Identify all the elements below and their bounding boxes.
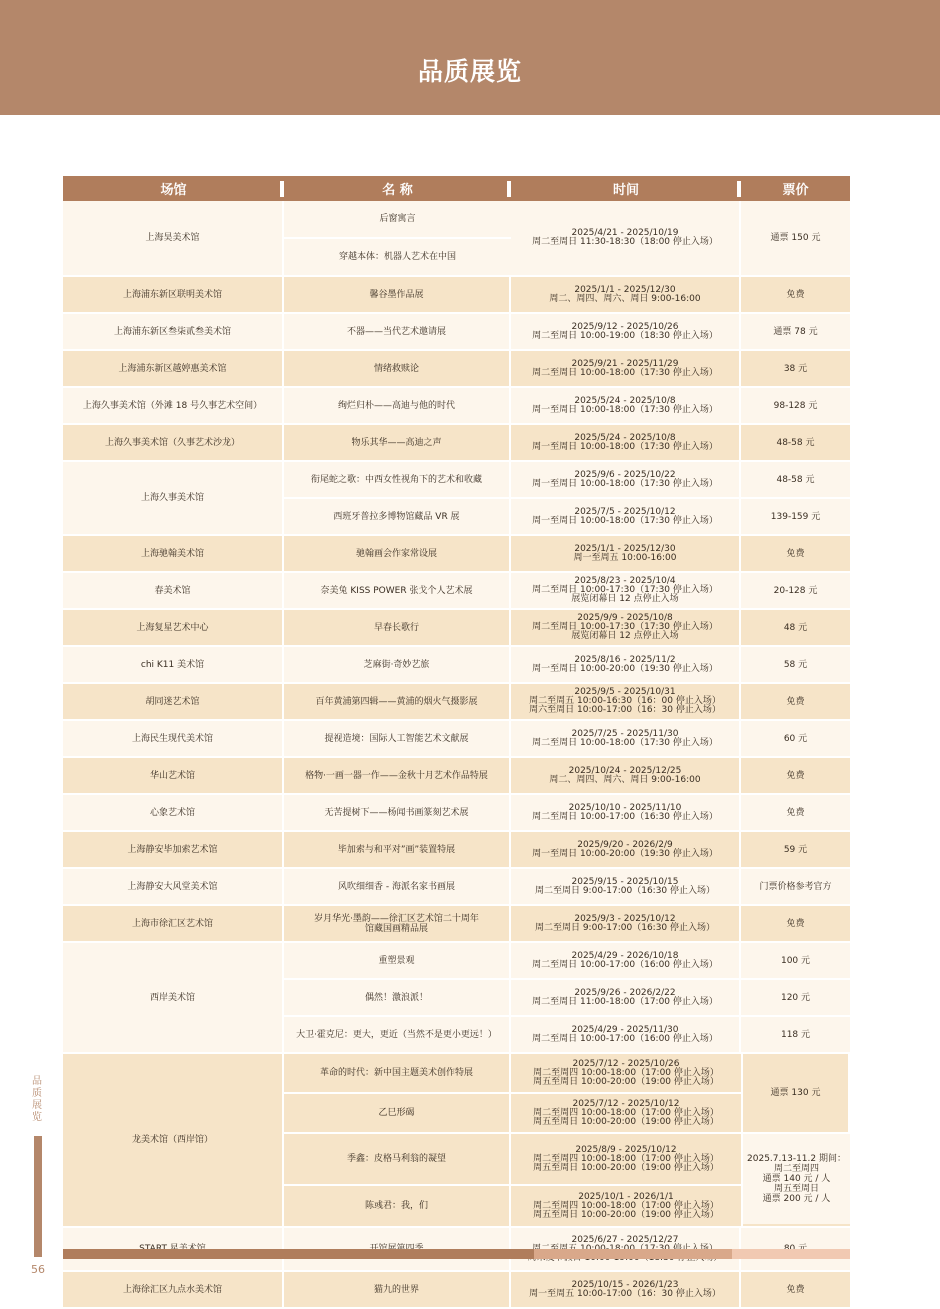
price-cell: 免费 bbox=[786, 918, 805, 929]
exhibition-name-cell: 物乐其华——高迪之声 bbox=[284, 425, 511, 460]
table-row bbox=[284, 758, 850, 793]
exhibition-name-cell: 无苦提树下——杨闻书画篆刻艺术展 bbox=[284, 795, 511, 830]
venue-cell: 胡同迷艺术馆 bbox=[63, 684, 284, 719]
table-row bbox=[284, 647, 850, 682]
table-row-group bbox=[63, 684, 850, 721]
venue-cell: 上海久事美术馆（久事艺术沙龙） bbox=[63, 425, 284, 460]
price-cell: 120 元 bbox=[780, 992, 811, 1003]
table-row bbox=[284, 351, 850, 386]
time-cell: 2025/9/5 - 2025/10/31 周二至周五 10:00-16:30（16：00 停止入场） 周六至周日 10:00-17:00（16：30 停止入场） bbox=[511, 684, 741, 719]
exhibition-rows bbox=[284, 314, 850, 349]
table-row bbox=[284, 906, 850, 941]
price-cell: 免费 bbox=[786, 807, 805, 818]
time-cell: 2025/7/12 - 2025/10/12 周二至周四 10:00-18:00（17:00 停止入场） 周五至周日 10:00-20:00（19:00 停止入场） bbox=[533, 1098, 719, 1127]
column-header-venue: 场馆 bbox=[63, 176, 284, 201]
table-row bbox=[284, 832, 850, 867]
time-cell: 2025/9/26 - 2026/2/22 周二至周日 11:00-18:00（17:00 停止入场） bbox=[511, 980, 741, 1015]
table-row bbox=[284, 684, 850, 719]
table-row-group bbox=[63, 573, 850, 610]
table-row-group bbox=[63, 832, 850, 869]
time-cell: 2025/9/21 - 2025/11/29 周二至周日 10:00-18:00（17:30 停止入场） bbox=[511, 351, 741, 386]
exhibition-rows bbox=[284, 869, 850, 904]
table-row-group bbox=[63, 610, 850, 647]
time-cell: 2025/10/24 - 2025/12/25 周二、周四、周六、周日 9:00-16:00 bbox=[511, 758, 741, 793]
exhibition-name-cell: 奈美兔 KISS POWER 张戈个人艺术展 bbox=[284, 573, 511, 608]
time-cell: 2025/8/9 - 2025/10/12 周二至周四 10:00-18:00（17:00 停止入场） 周五至周日 10:00-20:00（19:00 停止入场） bbox=[533, 1144, 719, 1173]
table-row-group bbox=[63, 351, 850, 388]
table-row bbox=[284, 239, 511, 275]
table-row-group bbox=[63, 943, 850, 1054]
exhibition-rows bbox=[284, 610, 850, 645]
price-cell: 20-128 元 bbox=[773, 585, 818, 596]
column-header-name: 名 称 bbox=[284, 176, 511, 201]
table-row-group bbox=[63, 277, 850, 314]
time-cell: 2025/10/10 - 2025/11/10 周二至周日 10:00-17:00（16:30 停止入场） bbox=[511, 795, 741, 830]
table-row bbox=[284, 536, 850, 571]
price-cell: 门票价格参考官方 bbox=[759, 881, 832, 892]
time-cell: 2025/4/29 - 2025/11/30 周二至周日 10:00-17:00（16:00 停止入场） bbox=[511, 1017, 741, 1052]
time-cell: 2025/1/1 - 2025/12/30 周一至周五 10:00-16:00 bbox=[511, 536, 741, 571]
venue-cell: 华山艺术馆 bbox=[63, 758, 284, 793]
table-row bbox=[284, 1017, 850, 1052]
exhibition-rows bbox=[284, 388, 850, 423]
table-row-group bbox=[63, 721, 850, 758]
time-cell: 2025/9/9 - 2025/10/8 周二至周日 10:00-17:30（17:30 停止入场） 展览闭幕日 12 点停止入场 bbox=[511, 610, 741, 645]
table-row-group bbox=[63, 1272, 850, 1309]
table-row bbox=[284, 1134, 741, 1186]
table-row-group bbox=[63, 536, 850, 573]
venue-cell: 上海静安毕加索艺术馆 bbox=[63, 832, 284, 867]
time-cell: 2025/10/1 - 2026/1/1 周二至周四 10:00-18:00（17:00 停止入场） 周五至周日 10:00-20:00（19:00 停止入场） bbox=[533, 1191, 719, 1220]
time-cell: 2025/7/12 - 2025/10/26 周二至周四 10:00-18:00（17:00 停止入场） 周五至周日 10:00-20:00（19:00 停止入场） bbox=[533, 1058, 719, 1087]
price-cell: 通票 130 元 bbox=[743, 1054, 850, 1132]
table-row bbox=[284, 314, 850, 349]
price-cell: 38 元 bbox=[783, 363, 808, 374]
price-cell: 59 元 bbox=[783, 844, 808, 855]
exhibition-rows bbox=[284, 906, 850, 941]
time-cell: 2025/9/6 - 2025/10/22 周一至周日 10:00-18:00（17:30 停止入场） bbox=[511, 462, 741, 497]
exhibition-name-cell: 格物·一画一器一作——金秋十月艺术作品特展 bbox=[284, 758, 511, 793]
venue-cell: chi K11 美术馆 bbox=[63, 647, 284, 682]
exhibition-name-cell: 衔尾蛇之歌：中西女性视角下的艺术和收藏 bbox=[284, 462, 511, 497]
page-title: 品质展览 bbox=[417, 57, 522, 86]
table-row-group bbox=[63, 869, 850, 906]
exhibition-name-cell: 提视造境：国际人工智能艺术文献展 bbox=[284, 721, 511, 756]
exhibition-name-cell: 芝麻街·奇妙艺旅 bbox=[284, 647, 511, 682]
column-header-time: 时间 bbox=[511, 176, 741, 201]
exhibition-rows bbox=[284, 462, 850, 534]
exhibition-rows bbox=[284, 351, 850, 386]
venue-cell: 上海驰翰美术馆 bbox=[63, 536, 284, 571]
time-cell: 2025/9/15 - 2025/10/15 周二至周日 9:00-17:00（16:30 停止入场） bbox=[511, 869, 741, 904]
price-cell: 98-128 元 bbox=[773, 400, 818, 411]
time-cell: 2025/4/21 - 2025/10/19 周二至周日 11:30-18:30（18:00 停止入场） bbox=[511, 201, 741, 275]
exhibition-rows bbox=[284, 573, 850, 608]
venue-cell: 上海久事美术馆 bbox=[63, 462, 284, 534]
time-cell: 2025/8/23 - 2025/10/4 周二至周日 10:00-17:30（17:30 停止入场） 展览闭幕日 12 点停止入场 bbox=[511, 573, 741, 608]
exhibition-name-cell: 毕加索与和平对”画”装置特展 bbox=[284, 832, 511, 867]
price-cell: 100 元 bbox=[780, 955, 811, 966]
exhibition-name-cell: 季鑫：皮格马利翁的凝望 bbox=[284, 1134, 511, 1184]
venue-cell: 上海徐汇区九点水美术馆 bbox=[63, 1272, 284, 1307]
side-accent-line bbox=[34, 1136, 42, 1257]
exhibition-rows bbox=[284, 425, 850, 460]
table-row bbox=[284, 462, 850, 499]
footer-bar-segment bbox=[534, 1249, 732, 1259]
time-cell: 2025/9/20 - 2026/2/9 周一至周日 10:00-20:00（19:30 停止入场） bbox=[511, 832, 741, 867]
exhibition-rows bbox=[284, 647, 850, 682]
exhibition-name-cell: 西班牙普拉多博物馆藏品 VR 展 bbox=[284, 499, 511, 534]
table-row-group bbox=[63, 314, 850, 351]
footer-color-bar bbox=[63, 1249, 850, 1259]
time-cell: 2025/6/27 - 2025/12/27 bbox=[511, 1228, 741, 1270]
exhibition-table bbox=[63, 176, 850, 1309]
exhibition-name-cell: 风吹细细香 - 海派名家书画展 bbox=[284, 869, 511, 904]
venue-cell: 上海静安大风堂美术馆 bbox=[63, 869, 284, 904]
table-row bbox=[284, 1094, 741, 1134]
exhibition-name-cell: 偶然！激浪派！ bbox=[284, 980, 511, 1015]
venue-cell: 上海久事美术馆（外滩 18 号久事艺术空间） bbox=[63, 388, 284, 423]
time-cell: 2025/8/16 - 2025/11/2 周一至周日 10:00-20:00（19:30 停止入场） bbox=[511, 647, 741, 682]
venue-cell: 上海市徐汇区艺术馆 bbox=[63, 906, 284, 941]
table-row bbox=[284, 943, 850, 980]
price-cell: 免费 bbox=[786, 1284, 805, 1295]
table-row bbox=[284, 1272, 850, 1307]
exhibition-name-cell: 穿越本体：机器人艺术在中国 bbox=[338, 252, 456, 262]
venue-cell: 心象艺术馆 bbox=[63, 795, 284, 830]
side-section-label: 品质展览 bbox=[32, 1076, 42, 1123]
price-cell: 118 元 bbox=[780, 1029, 811, 1040]
page-number: 56 bbox=[31, 1263, 45, 1276]
venue-cell: 上海复星艺术中心 bbox=[63, 610, 284, 645]
exhibition-name-cell: 驰翰画会作家常设展 bbox=[284, 536, 511, 571]
table-row bbox=[284, 425, 850, 460]
table-row bbox=[284, 980, 850, 1017]
exhibition-rows bbox=[284, 1272, 850, 1307]
exhibition-name-cell: 早春长歌行 bbox=[284, 610, 511, 645]
table-row bbox=[284, 201, 511, 239]
time-cell: 2025/5/24 - 2025/10/8 周一至周日 10:00-18:00（17:30 停止入场） bbox=[511, 425, 741, 460]
table-row bbox=[284, 869, 850, 904]
time-cell: 2025/1/1 - 2025/12/30 周二、周四、周六、周日 9:00-16:00 bbox=[511, 277, 741, 312]
exhibition-name-cell: 馨谷墨作品展 bbox=[284, 277, 511, 312]
exhibition-rows bbox=[284, 758, 850, 793]
exhibition-name-cell: 绚烂归朴——高迪与他的时代 bbox=[284, 388, 511, 423]
time-cell: 2025/9/12 - 2025/10/26 周二至周日 10:00-19:00（18:30 停止入场） bbox=[511, 314, 741, 349]
time-cell: 2025/4/29 - 2026/10/18 周二至周日 10:00-17:00（16:00 停止入场） bbox=[511, 943, 741, 978]
price-cell: 通票 78 元 bbox=[773, 326, 818, 337]
table-row-group bbox=[63, 425, 850, 462]
time-cell: 2025/5/24 - 2025/10/8 周一至周日 10:00-18:00（17:30 停止入场） bbox=[511, 388, 741, 423]
table-row-group bbox=[63, 1054, 850, 1228]
table-row bbox=[284, 795, 850, 830]
price-cell: 58 元 bbox=[783, 659, 808, 670]
venue-cell: 上海昊美术馆 bbox=[63, 201, 284, 275]
venue-cell: 上海浦东新区叁柒贰叁美术馆 bbox=[63, 314, 284, 349]
price-cell: 免费 bbox=[786, 770, 805, 781]
exhibition-name-cell: 猫九的世界 bbox=[284, 1272, 511, 1307]
exhibition-rows bbox=[284, 832, 850, 867]
time-cell: 2025/9/3 - 2025/10/12 周二至周日 9:00-17:00（16:30 停止入场） bbox=[511, 906, 741, 941]
venue-cell: 西岸美术馆 bbox=[63, 943, 284, 1052]
exhibition-name-cell: 情绪救赎论 bbox=[284, 351, 511, 386]
time-cell: 2025/7/5 - 2025/10/12 周一至周日 10:00-18:00（17:30 停止入场） bbox=[511, 499, 741, 534]
exhibition-rows bbox=[284, 536, 850, 571]
price-cell: 60 元 bbox=[783, 733, 808, 744]
table-body bbox=[63, 201, 850, 1309]
price-cell: 48 元 bbox=[783, 622, 808, 633]
price-cell: 2025.7.13-11.2 期间： 周二至周四 通票 140 元 / 人 周五至周日 通票 200 元 / 人 bbox=[743, 1132, 850, 1224]
table-row-group bbox=[63, 758, 850, 795]
table-row bbox=[284, 721, 850, 756]
price-cell: 48-58 元 bbox=[776, 474, 815, 485]
table-row-group bbox=[63, 647, 850, 684]
table-row-group bbox=[63, 795, 850, 832]
price-cell: 48-58 元 bbox=[776, 437, 815, 448]
table-row-group bbox=[63, 906, 850, 943]
price-cell: 139-159 元 bbox=[770, 511, 821, 522]
venue-cell: 上海民生现代美术馆 bbox=[63, 721, 284, 756]
exhibition-name-cell: 百年黄浦第四辑——黄浦的烟火气摄影展 bbox=[284, 684, 511, 719]
exhibition-name-cell: 革命的时代：新中国主题美术创作特展 bbox=[284, 1054, 511, 1092]
table-row bbox=[284, 1186, 741, 1226]
exhibition-name-cell: 大卫·霍克尼：更大，更近（当然不是更小更远！） bbox=[284, 1017, 511, 1052]
venue-cell: 上海浦东新区越婷惠美术馆 bbox=[63, 351, 284, 386]
title-banner bbox=[0, 0, 940, 115]
venue-cell: 春美术馆 bbox=[63, 573, 284, 608]
time-cell: 2025/7/25 - 2025/11/30 周二至周日 10:00-18:00（17:30 停止入场） bbox=[511, 721, 741, 756]
exhibition-name-cell: 不器——当代艺术邀请展 bbox=[284, 314, 511, 349]
table-row bbox=[284, 499, 850, 534]
exhibition-rows bbox=[284, 277, 850, 312]
exhibition-name-cell: 重塑景观 bbox=[284, 943, 511, 978]
exhibition-name-cell: 陈彧君：我，们 bbox=[284, 1186, 511, 1226]
venue-cell: 龙美术馆（西岸馆） bbox=[63, 1054, 284, 1226]
price-cell: 通票 150 元 bbox=[770, 233, 821, 243]
venue-cell: 上海浦东新区联明美术馆 bbox=[63, 277, 284, 312]
table-row bbox=[284, 610, 850, 645]
table-row bbox=[284, 1054, 741, 1094]
table-header bbox=[63, 176, 850, 201]
price-cell: 免费 bbox=[786, 289, 805, 300]
price-cell: 免费 bbox=[786, 696, 805, 707]
price-cell: 免费 bbox=[786, 548, 805, 559]
exhibition-rows bbox=[284, 943, 850, 1052]
exhibition-rows bbox=[284, 721, 850, 756]
table-row bbox=[284, 573, 850, 608]
exhibition-name-cell: 岁月华光·墨韵——徐汇区艺术馆二十周年 馆藏国画精品展 bbox=[284, 906, 511, 941]
exhibition-rows bbox=[284, 684, 850, 719]
table-row-group bbox=[63, 388, 850, 425]
table-row-group bbox=[63, 462, 850, 536]
footer-bar-segment bbox=[63, 1249, 534, 1259]
column-header-price: 票价 bbox=[782, 183, 809, 198]
exhibition-name-cell: 后窗寓言 bbox=[379, 214, 416, 224]
exhibition-rows bbox=[284, 795, 850, 830]
table-row bbox=[284, 388, 850, 423]
footer-bar-segment bbox=[732, 1249, 850, 1259]
exhibition-name-cell: 乙巳形碣 bbox=[284, 1094, 511, 1132]
table-row bbox=[284, 277, 850, 312]
table-row-group bbox=[63, 201, 850, 277]
time-cell: 2025/10/15 - 2026/1/23 周一至周五 10:00-17:00（16：30 停止入场） bbox=[511, 1272, 741, 1307]
